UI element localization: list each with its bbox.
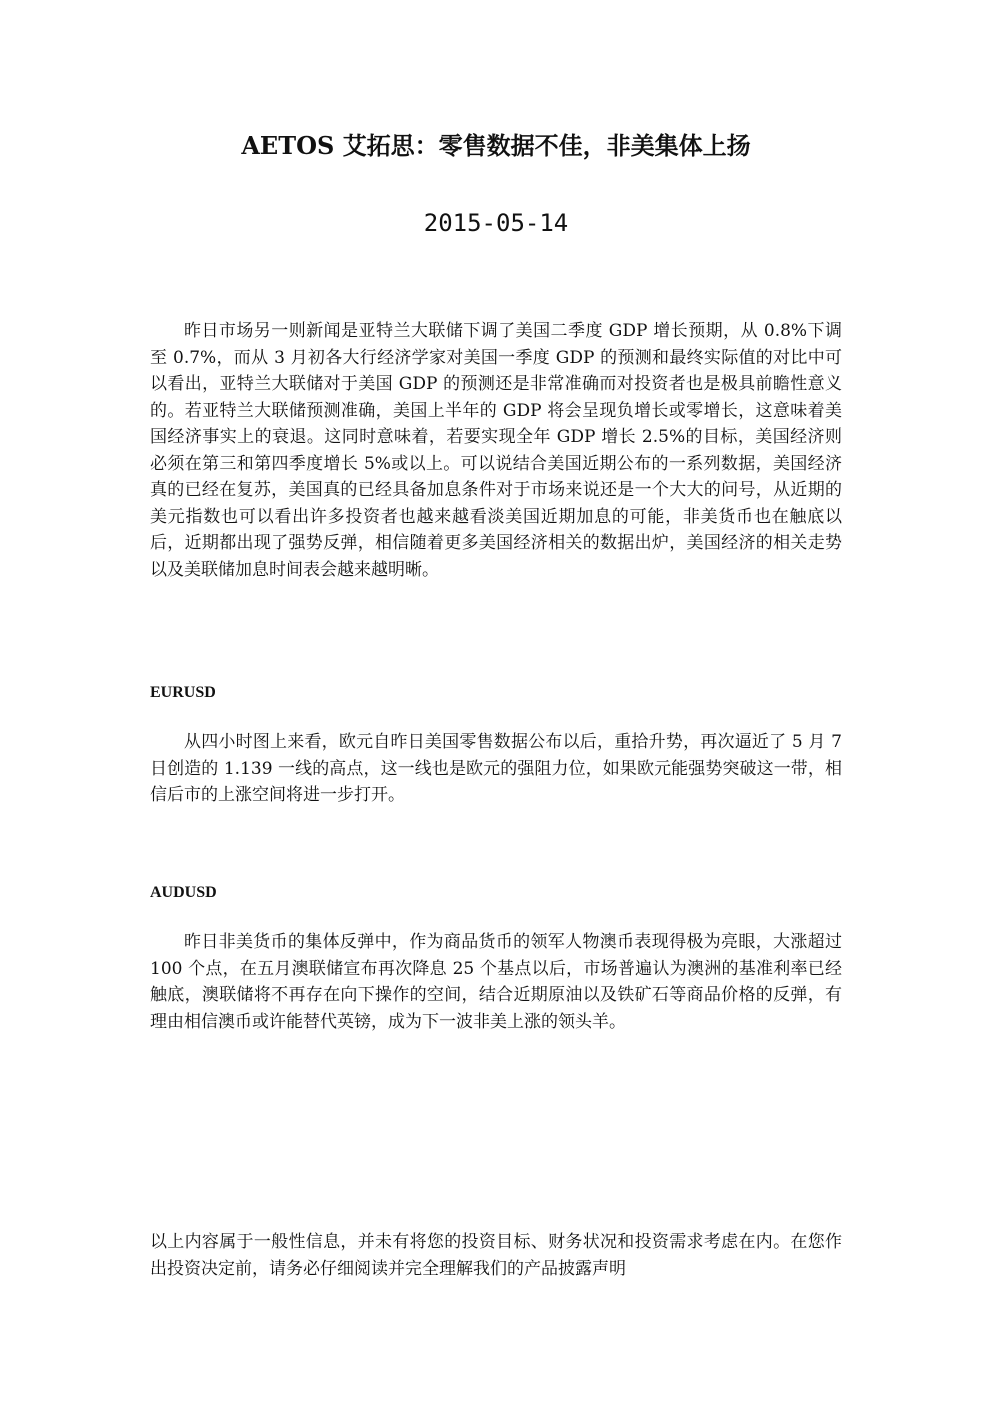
document-title: AETOS 艾拓思：零售数据不佳，非美集体上扬 <box>241 131 751 160</box>
section-heading-audusd: AUDUSD <box>150 884 217 901</box>
section-paragraph-audusd: 昨日非美货币的集体反弹中，作为商品货币的领军人物澳币表现得极为亮眼，大涨超过 100 个点，在五月澳联储宣布再次降息 25 个基点以后，市场普遍认为澳洲的基准利率已经触底，澳联储将不再存在向下操作的空间，结合近期原油以及铁矿石等商品价格的反弹，有理由相信澳币或许能替代英镑，成为下一波非美上涨的领头羊。 <box>150 932 842 1032</box>
section-paragraph-eurusd: 从四小时图上来看，欧元自昨日美国零售数据公布以后，重拾升势，再次逼近了 5 月 7 日创造的 1.139 一线的高点，这一线也是欧元的强阻力位，如果欧元能强势突破这一带，相信后市的上涨空间将进一步打开。 <box>150 732 842 805</box>
document-date: 2015-05-14 <box>423 209 569 237</box>
section-heading-eurusd: EURUSD <box>150 684 216 701</box>
intro-paragraph: 昨日市场另一则新闻是亚特兰大联储下调了美国二季度 GDP 增长预期，从 0.8%下调至 0.7%，而从 3 月初各大行经济学家对美国一季度 GDP 的预测和最终实际值的对比中可以看出，亚特兰大联储对于美国 GDP 的预测还是非常准确而对投资者也是极具前瞻性意义的。若亚特兰大联储预测准确，美国上半年的 GDP 将会呈现负增长或零增长，这意味着美国经济事实上的衰退。这同时意味着，若要实现全年 GDP 增长 2.5%的目标，美国经济则必须在第三和第四季度增长 5%或以上。可以说结合美国近期公布的一系列数据，美国经济真的已经在复苏，美国真的已经具备加息条件对于市场来说还是一个大大的问号，从近期的美元指数也可以看出许多投资者也越来越看淡美国近期加息的可能，非美货币也在触底以后，近期都出现了强势反弹，相信随着更多美国经济相关的数据出炉，美国经济的相关走势以及美联储加息时间表会越来越明晰。 <box>150 321 842 580</box>
disclaimer-paragraph: 以上内容属于一般性信息，并未有将您的投资目标、财务状况和投资需求考虑在内。在您作出投资决定前，请务必仔细阅读并完全理解我们的产品披露声明 <box>150 1232 842 1279</box>
